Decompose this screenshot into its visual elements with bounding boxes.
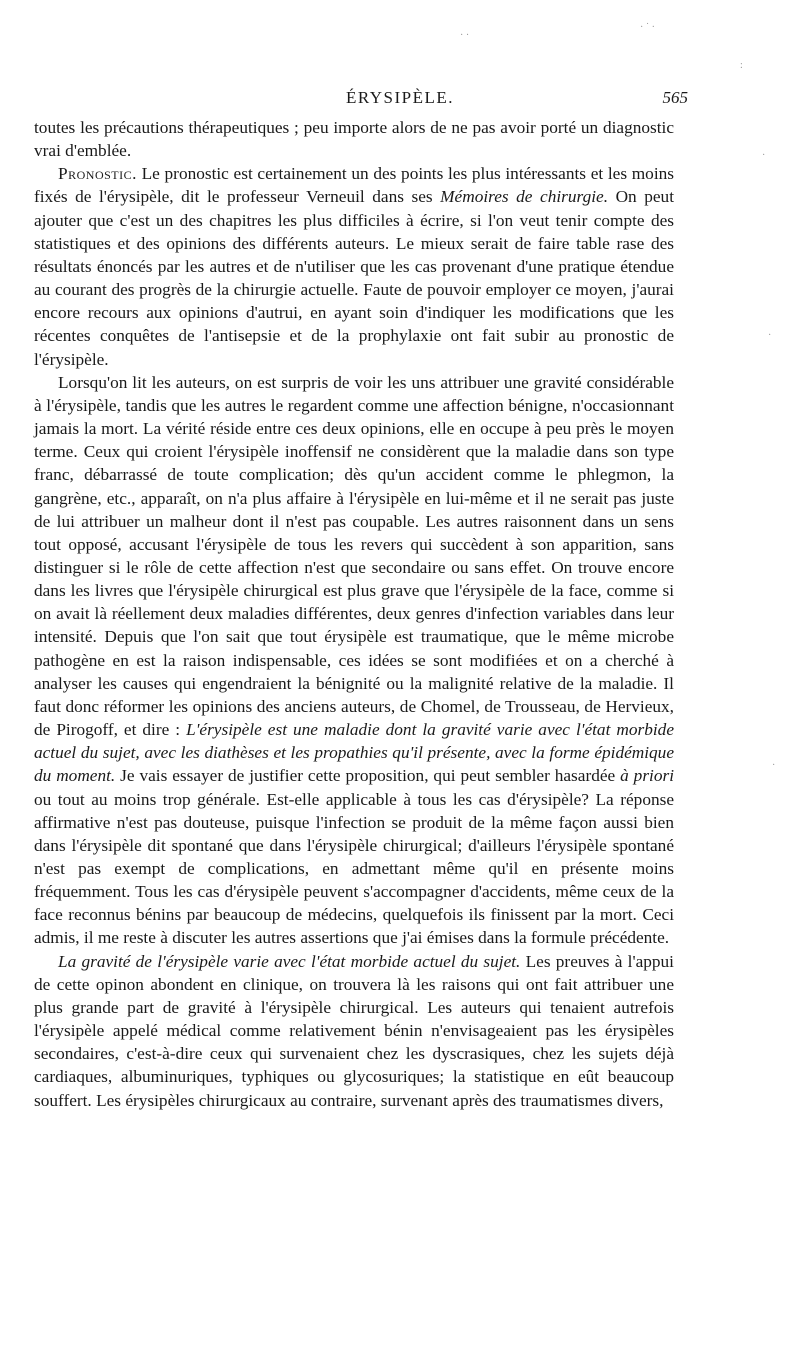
scan-speck: · (772, 760, 776, 771)
page-number: 565 (662, 88, 688, 107)
paragraph-continued (34, 116, 674, 162)
scan-speck: · · (460, 30, 470, 41)
italic-lead: La gravité de l'érysipèle varie avec l'état morbide actuel du sujet. (58, 951, 521, 971)
body-text (34, 116, 674, 1112)
paragraph-lorsqu (34, 371, 674, 950)
book-title: Mémoires de chirurgie. (440, 187, 609, 207)
italic-term: à priori (620, 766, 675, 786)
text-segment: Les preuves à l'appui de cette opinon abondent en clinique, on trouvera là les raisons qui ont fait attribuer une plus grande part de gravité à l'érysipèle chirurgical. Les auteurs qui tenaient autrefois l'érysipèle appelé médical comme relativement bénin n'envisageaient pas les érysipèles secondaires, c'est-à-dire ceux qui survenaient chez les dyscrasiques, chez les sujets déjà cardiaques, albuminuriques, typhiques ou glycosuriques; la statistique en eût beaucoup souffert. Les érysipèles chirurgicaux au contraire, survenant après des traumatismes divers, (34, 951, 674, 1110)
paragraph-gravite (34, 950, 674, 1112)
thesis-statement: L'érysipèle est une maladie dont la gravité varie avec l'état morbide actuel du sujet, avec les diathèses et les propathies qu'il présente, avec la forme épidémique du moment. (34, 720, 674, 786)
text-segment: Le pronostic est certainement un des points les plus intéressants et les moins fixés de l'érysipèle, dit le professeur Verneuil dans ses (34, 164, 674, 207)
paragraph-pronostic (34, 162, 674, 370)
scan-speck: : (740, 60, 743, 71)
section-label: Pronostic. (58, 164, 137, 184)
scan-speck: · (768, 330, 772, 341)
scan-speck: · (762, 150, 766, 161)
running-head (0, 86, 800, 114)
text-segment: Je vais essayer de justifier cette proposition, qui peut sembler hasardée (115, 766, 621, 786)
text-segment: On peut ajouter que c'est un des chapitres les plus difficiles à écrire, si l'on veut tenir compte des statistiques et des opinions des différents auteurs. Le mieux serait de faire table rase des résultats énoncés par les autres et de n'utiliser que les cas provenant d'une pratique étendue au courant des progrès de la chirurgie actuelle. Faute de pouvoir employer ce moyen, j'aurai encore recours aux opinions d'autrui, en ayant soin d'indiquer les modifications que les récentes conquêtes de l'antisepsie et de la prophylaxie ont fait subir au pronostic de l'érysipèle. (34, 187, 674, 369)
running-title: ÉRYSIPÈLE. (345, 88, 455, 107)
text-segment: toutes les précautions thérapeutiques ; peu importe alors de ne pas avoir porté un diagnostic vrai d'emblée. (34, 118, 674, 161)
scan-speck: · ˙ · (640, 22, 655, 33)
text-segment: Lorsqu'on lit les auteurs, on est surpris de voir les uns attribuer une gravité considérable à l'érysipèle, tandis que les autres le regardent comme une affection bénigne, n'occasionnant jamais la mort. La vérité réside entre ces deux opinions, elle en occupe à peu près le moyen terme. Ceux qui croient l'érysipèle inoffensif ne considèrent que la maladie dans son type franc, débarrassé de toute complication; dès qu'un accident comme le phlegmon, la gangrène, etc., apparaît, on n'a plus affaire à l'érysipèle en lui-même et il ne serait pas juste de lui attribuer un malheur dont il n'est pas coupable. Les autres raisonnent dans un sens tout opposé, accusant l'érysipèle de tous les revers qui succèdent à son apparition, sans distinguer si le rôle de cette affection n'est que secondaire ou sans effet. On trouve encore dans les livres que l'érysipèle chirurgical est plus grave que l'érysipèle de la face, comme si on avait là réellement deux maladies différentes, deux genres d'infection variables dans leur intensité. Depuis que l'on sait que tout érysipèle est traumatique, que le même microbe pathogène en est la raison indispensable, ces idées se sont modifiées et on a cherché à analyser les causes qui engendraient la bénignité ou la malignité relative de la maladie. Il faut donc réformer les opinions des anciens auteurs, de Chomel, de Trousseau, de Hervieux, de Pirogoff, et dire : (34, 372, 674, 740)
text-segment: ou tout au moins trop générale. Est-elle applicable à tous les cas d'érysipèle? La réponse affirmative n'est pas douteuse, puisque l'infection se produit de la même façon aussi bien dans l'érysipèle dit spontané que dans l'érysipèle chirurgical; d'ailleurs l'érysipèle spontané n'est pas exempt de complications, en admettant même qu'il en présente moins fréquemment. Tous les cas d'érysipèle peuvent s'accompagner d'accidents, même ceux de la face reconnus bénins par beaucoup de médecins, quelquefois ils finissent par la mort. Ceci admis, il me reste à discuter les autres assertions que j'ai émises dans la formule précédente. (34, 789, 674, 948)
